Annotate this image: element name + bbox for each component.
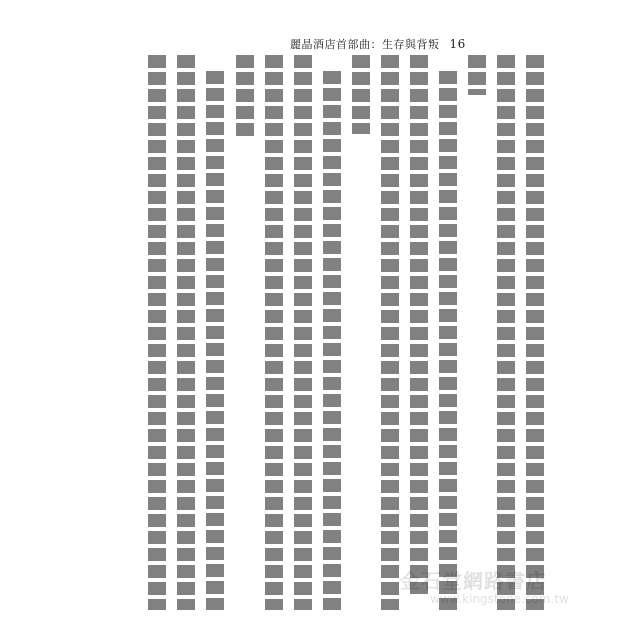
text-column — [352, 55, 370, 134]
text-column — [148, 55, 166, 610]
page-number: 16 — [449, 37, 466, 51]
text-column — [497, 55, 515, 610]
text-column — [177, 55, 195, 610]
book-title: 麗晶酒店首部曲：生存與背叛 — [290, 38, 440, 51]
text-column — [410, 55, 428, 594]
store-watermark-url: www.kingstone.com.tw — [430, 592, 569, 606]
text-column — [381, 55, 399, 610]
text-column — [236, 55, 254, 139]
text-column — [526, 55, 544, 610]
text-column — [206, 71, 224, 610]
text-column — [294, 55, 312, 610]
vertical-text-body — [50, 55, 550, 625]
text-column — [323, 71, 341, 610]
text-column — [265, 55, 283, 610]
store-watermark: 金石堂網路書店 — [400, 569, 547, 593]
text-column — [439, 71, 457, 610]
running-header — [290, 36, 466, 52]
text-column — [468, 55, 486, 95]
